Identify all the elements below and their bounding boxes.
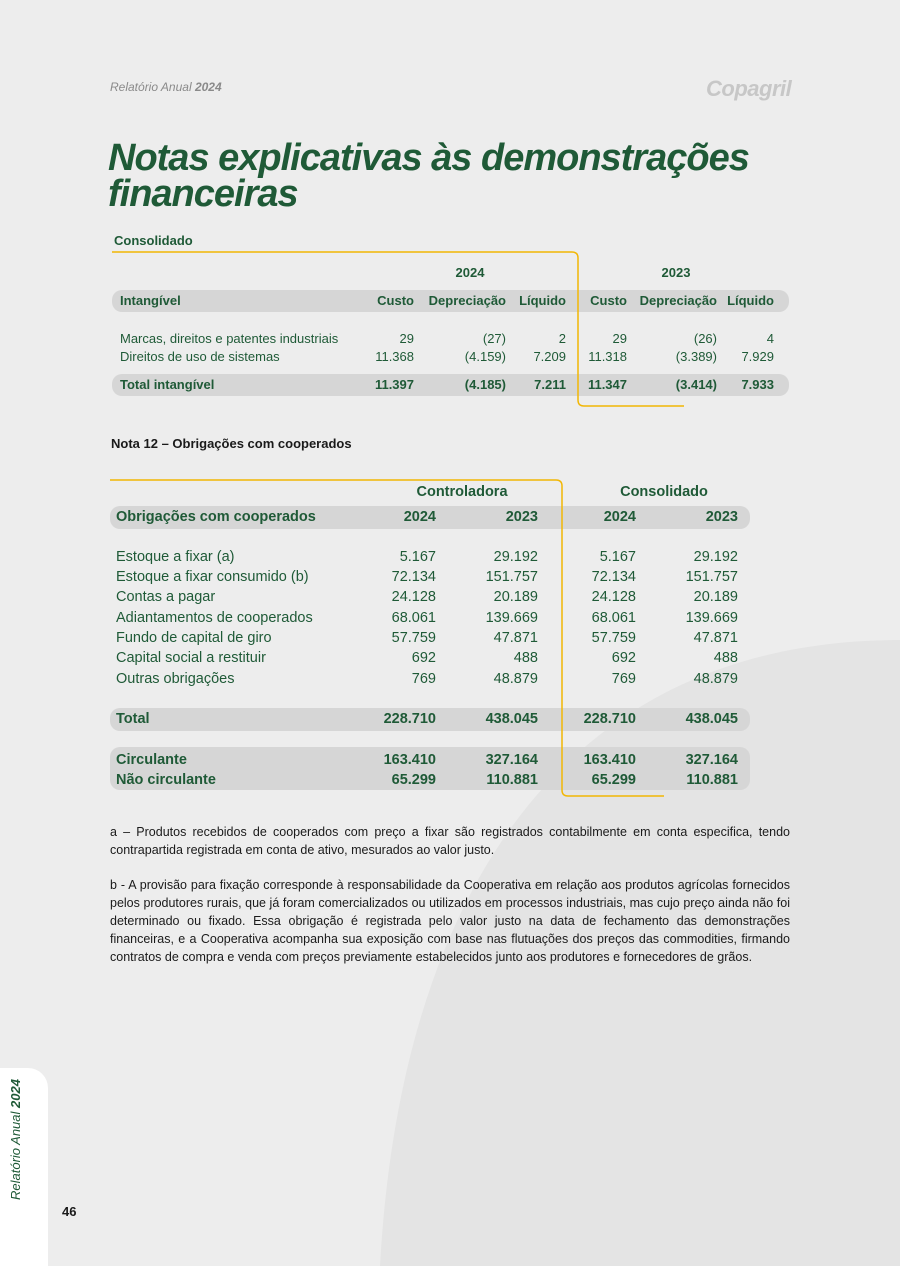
t1-cell: 7.209 [533, 349, 566, 364]
t2-row-label: Adiantamentos de cooperados [116, 610, 313, 626]
nao-circulante-label: Não circulante [116, 772, 216, 788]
t2-cell: 769 [611, 671, 636, 687]
t2-cell: 72.134 [391, 569, 436, 585]
report-year: 2024 [194, 80, 222, 94]
t1-cell: (26) [693, 331, 717, 346]
t1-cell: (3.389) [675, 349, 717, 364]
t1-header-dep-2024: Depreciação [428, 293, 506, 308]
t2-header-year: 2023 [505, 509, 538, 525]
t1-cell: (27) [482, 331, 506, 346]
t2-cell: 24.128 [391, 589, 436, 605]
t1-total-label: Total intangível [120, 377, 215, 392]
t2-cell: 692 [411, 650, 436, 666]
t2-cell: 24.128 [591, 589, 636, 605]
t2-cell: 488 [513, 650, 538, 666]
nao-circulante-cell: 110.881 [486, 772, 538, 788]
t1-cell: 7.929 [741, 349, 774, 364]
t2-cell: 769 [411, 671, 436, 687]
t2-cell: 29.192 [693, 549, 738, 565]
t2-cell: 20.189 [493, 589, 538, 605]
t1-total-cell: (4.185) [464, 377, 506, 392]
side-year: 2024 [8, 1079, 23, 1108]
t2-row-label: Estoque a fixar consumido (b) [116, 569, 309, 585]
t2-cell: 151.757 [685, 569, 738, 585]
t2-row-label: Estoque a fixar (a) [116, 549, 235, 565]
t2-cell: 57.759 [391, 630, 436, 646]
t2-cell: 139.669 [485, 610, 538, 626]
t1-header-label: Intangível [120, 293, 181, 308]
t1-year-2024: 2024 [455, 265, 485, 280]
circulante-cell: 327.164 [685, 752, 738, 768]
t1-cell: 29 [399, 331, 414, 346]
page-number: 46 [62, 1204, 77, 1219]
consolidado-label: Consolidado [114, 233, 193, 248]
side-label: Relatório Anual [8, 1111, 23, 1200]
t1-cell: 11.368 [375, 349, 414, 364]
nao-circulante-cell: 65.299 [391, 772, 436, 788]
nao-circulante-cell: 65.299 [591, 772, 636, 788]
circulante-label: Circulante [116, 752, 187, 768]
nao-circulante-cell: 110.881 [686, 772, 738, 788]
t2-row-label: Fundo de capital de giro [116, 630, 272, 646]
side-report-label [8, 1079, 23, 1200]
t1-header-custo-2024: Custo [377, 293, 414, 308]
t2-cell: 488 [713, 650, 738, 666]
t1-total-cell: (3.414) [675, 377, 717, 392]
t2-cell: 5.167 [399, 549, 436, 565]
t2-row-label: Contas a pagar [116, 589, 216, 605]
t1-row-label: Direitos de uso de sistemas [120, 349, 280, 364]
t1-cell: (4.159) [464, 349, 506, 364]
t2-cell: 57.759 [591, 630, 636, 646]
t2-header-year: 2024 [603, 509, 636, 525]
t2-cell: 151.757 [485, 569, 538, 585]
t1-total-cell: 11.347 [587, 377, 627, 392]
t2-cell: 47.871 [493, 630, 538, 646]
t2-cell: 29.192 [493, 549, 538, 565]
t2-cell: 68.061 [591, 610, 636, 626]
circulante-cell: 327.164 [485, 752, 538, 768]
t2-total-cell: 228.710 [383, 711, 436, 727]
t2-cell: 68.061 [391, 610, 436, 626]
t2-header-year: 2024 [403, 509, 436, 525]
t2-total-cell: 438.045 [485, 711, 538, 727]
t1-cell: 29 [612, 331, 627, 346]
note12-title: Nota 12 – Obrigações com cooperados [111, 436, 352, 451]
circulante-cell: 163.410 [583, 752, 636, 768]
t1-cell: 4 [766, 331, 774, 346]
report-label: Relatório Anual [110, 80, 192, 94]
brand-logo: Copagril [706, 76, 792, 101]
footnote-a: a – Produtos recebidos de cooperados com preço a fixar são registrados contabilmente em conta especifica, tendo contrapartida registrada em conta de ativo, mesurados ao valor justo. [110, 825, 790, 857]
group-controladora: Controladora [416, 484, 508, 500]
t1-header-liq-2023: Líquido [727, 293, 774, 308]
t1-header-liq-2024: Líquido [519, 293, 566, 308]
group-consolidado: Consolidado [620, 484, 708, 500]
t2-row-label: Capital social a restituir [116, 650, 266, 666]
t1-total-cell: 7.211 [534, 377, 566, 392]
t2-total-label: Total [116, 711, 150, 727]
t2-header-label: Obrigações com cooperados [116, 509, 316, 525]
t2-cell: 20.189 [693, 589, 738, 605]
t2-cell: 48.879 [493, 671, 538, 687]
t2-cell: 692 [611, 650, 636, 666]
t2-total-cell: 228.710 [583, 711, 636, 727]
t2-header-year: 2023 [705, 509, 738, 525]
t2-cell: 47.871 [693, 630, 738, 646]
t2-cell: 139.669 [685, 610, 738, 626]
t1-row-label: Marcas, direitos e patentes industriais [120, 331, 339, 346]
t1-total-cell: 7.933 [741, 377, 774, 392]
t2-cell: 72.134 [591, 569, 636, 585]
t1-total-cell: 11.397 [374, 377, 414, 392]
t2-cell: 48.879 [693, 671, 738, 687]
circulante-cell: 163.410 [383, 752, 436, 768]
t1-cell: 11.318 [588, 349, 627, 364]
t1-header-dep-2023: Depreciação [639, 293, 717, 308]
t2-cell: 5.167 [599, 549, 636, 565]
page-title: Notas explicativas às demonstrações financeiras [108, 137, 749, 215]
t1-year-2023: 2023 [661, 265, 691, 280]
t1-cell: 2 [558, 331, 566, 346]
t2-total-cell: 438.045 [685, 711, 738, 727]
t2-row-label: Outras obrigações [116, 671, 235, 687]
t1-header-custo-2023: Custo [590, 293, 627, 308]
footnote-b: b - A provisão para fixação corresponde à responsabilidade da Cooperativa em relação aos produtos agrícolas fornecidos pelos produtores rurais, que já foram comercializados ou utilizados em processos industriais, mas cujo preço ainda não foi determinado ou fixado. Essa obrigação é registrada pelo valor justo na data de fechamento das demonstrações financeiras, e a Cooperativa acompanha sua exposição com base nas flutuações dos preços das commodities, firmando contratos de compra e venda com preços previamente estabelecidos junto aos produtores e fornecedores de grãos. [110, 878, 790, 964]
